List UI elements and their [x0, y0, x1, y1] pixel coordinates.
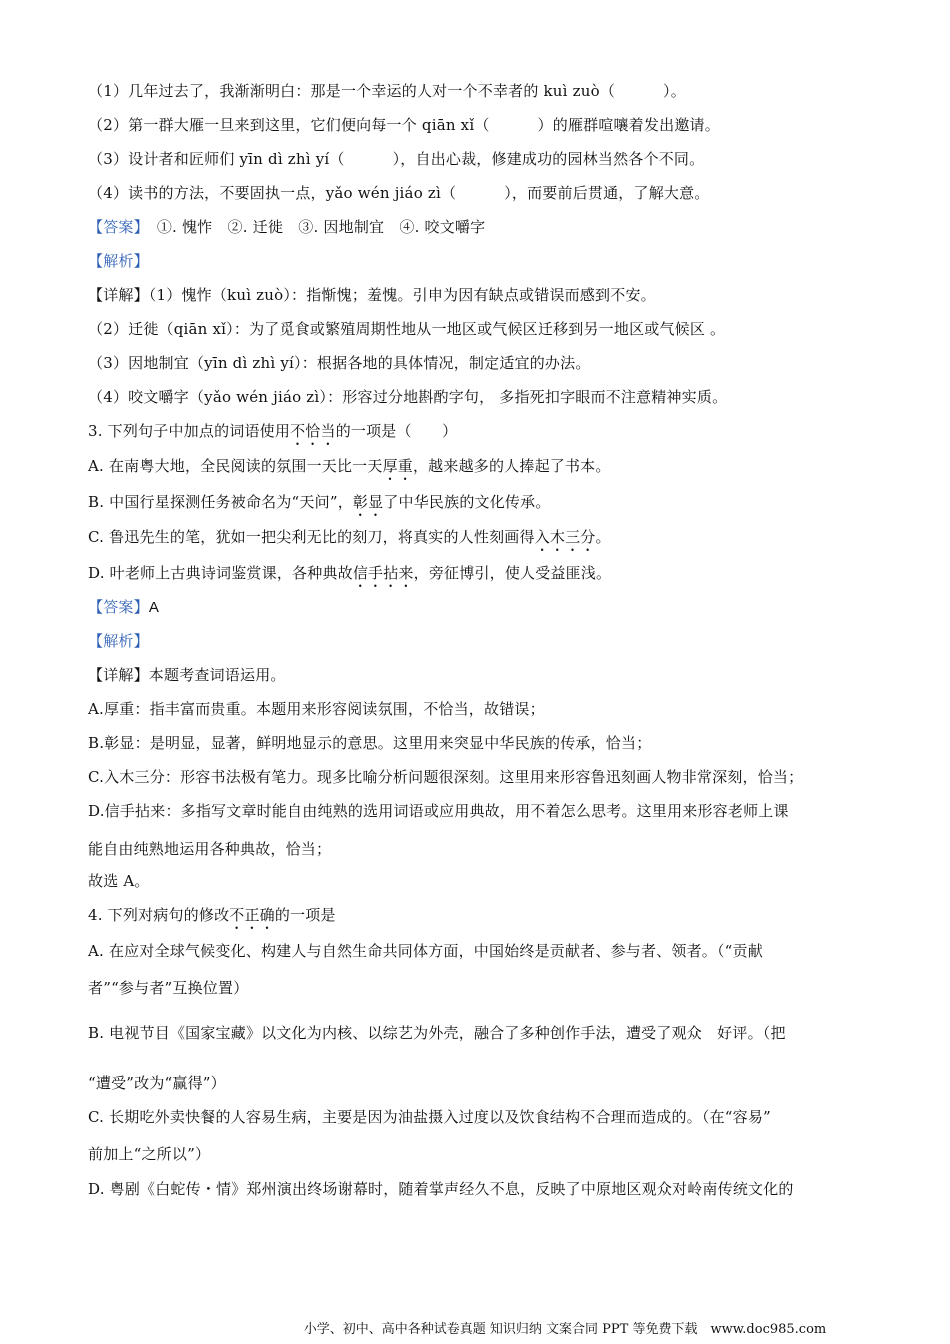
q3-option-a: A. 在南粤大地，全民阅读的氛围一天比一天厚重，越来越多的人捧起了书本。	[88, 457, 611, 475]
q2-answer	[88, 217, 868, 237]
q4-line-2: 者”“参与者”互换位置）	[88, 979, 249, 997]
q4-line-1: A. 在应对全球气候变化、构建人与自然生命共同体方面，中国始终是贡献者、参与者、领者。（“贡献	[88, 942, 763, 960]
q2-item-4: （4）读书的方法，不要固执一点，yǎo wén jiáo zì（ ），而要前后贯通，了解大意。	[88, 184, 710, 202]
q4-line-4: “遭受”改为“赢得”）	[88, 1074, 226, 1092]
q4-line-7: D. 粤剧《白蛇传・情》郑州演出终场谢幕时，随着掌声经久不息，反映了中原地区观众对岭南传统文化的	[88, 1180, 794, 1198]
answer-text: A	[148, 599, 160, 616]
dotted-word: 信手拈来	[352, 564, 414, 582]
q3-option-b: B. 中国行星探测任务被命名为“天问”，彰显了中华民族的文化传承。	[88, 493, 551, 511]
q4-line-6: 前加上“之所以”）	[88, 1145, 211, 1163]
q3-detail-1: 【详解】本题考查词语运用。	[88, 666, 286, 684]
q3-answer	[88, 597, 868, 618]
q3-detail-5: D.信手拈来：多指写文章时能自由纯熟的选用词语或应用典故，用不着怎么思考。这里用来形容老师上课	[88, 802, 789, 820]
q3-detail-6: 能自由纯熟地运用各种典故，恰当；	[88, 840, 332, 858]
q3-detail-7: 故选 A。	[88, 872, 150, 890]
dotted-word: 厚重	[382, 457, 413, 475]
q2-detail-4: （4）咬文嚼字（yǎo wén jiáo zì）：形容过分地斟酌字句， 多指死扣字眼而不注意精神实质。	[88, 388, 728, 406]
q3-analysis-tag: 【解析】	[88, 632, 149, 650]
q3-detail-4: C.入木三分：形容书法极有笔力。现多比喻分析问题很深刻。这里用来形容鲁迅刻画人物非常深刻，恰当；	[88, 768, 804, 786]
q2-item-1: （1）几年过去了，我渐渐明白：那是一个幸运的人对一个不幸者的 kuì zuò（ ）。	[88, 82, 686, 100]
q3-detail-2: A.厚重：指丰富而贵重。本题用来形容阅读氛围，不恰当，故错误；	[88, 700, 545, 718]
q2-item-3: （3）设计者和匠师们 yīn dì zhì yí（ ），自出心裁，修建成功的园林当然各个不同。	[88, 150, 705, 168]
q2-detail-2: （2）迁徙（qiān xǐ）：为了觅食或繁殖周期性地从一地区或气候区迁移到另一地区或气候区 。	[88, 320, 726, 338]
q4-line-5: C. 长期吃外卖快餐的人容易生病，主要是因为油盐摄入过度以及饮食结构不合理而造成的。（在“容易”	[88, 1108, 771, 1126]
answer-text: ①. 愧怍 ②. 迁徙 ③. 因地制宜 ④. 咬文嚼字	[156, 218, 486, 236]
q2-item-2: （2）第一群大雁一旦来到这里，它们便向每一个 qiān xǐ（ ）的雁群喧嚷着发出邀请。	[88, 116, 720, 134]
q2-detail-1: 【详解】（1）愧怍（kuì zuò）：指惭愧；羞愧。引申为因有缺点或错误而感到不安。	[88, 286, 656, 304]
answer-tag: 【答案】	[88, 218, 149, 236]
dotted-word: 入木三分	[534, 528, 596, 546]
q3-option-c: C. 鲁迅先生的笔，犹如一把尖利无比的刻刀，将真实的人性刻画得入木三分。	[88, 528, 611, 546]
dotted-word: 不恰当	[290, 422, 336, 440]
q4-line-3: B. 电视节目《国家宝藏》以文化为内核、以综艺为外壳，融合了多种创作手法，遭受了观众 好评。（把	[88, 1024, 786, 1042]
q2-analysis-tag: 【解析】	[88, 252, 149, 270]
q3-detail-3: B.彰显：是明显，显著，鲜明地显示的意思。这里用来突显中华民族的传承，恰当；	[88, 734, 652, 752]
q3-stem: 3. 下列句子中加点的词语使用不恰当的一项是（ ）	[88, 422, 458, 440]
answer-tag: 【答案】	[88, 598, 149, 616]
q4-stem: 4. 下列对病句的修改不正确的一项是	[88, 906, 336, 924]
dotted-word: 不正确	[229, 906, 275, 924]
q3-option-d: D. 叶老师上古典诗词鉴赏课，各种典故信手拈来，旁征博引，使人受益匪浅。	[88, 564, 612, 582]
dotted-word: 彰显	[352, 493, 384, 511]
q2-detail-3: （3）因地制宜（yīn dì zhì yí）：根据各地的具体情况，制定适宜的办法。	[88, 354, 591, 372]
page-footer: 小学、初中、高中各种试卷真题 知识归纳 文案合同 PPT 等免费下载 www.doc985.com	[303, 1322, 827, 1337]
